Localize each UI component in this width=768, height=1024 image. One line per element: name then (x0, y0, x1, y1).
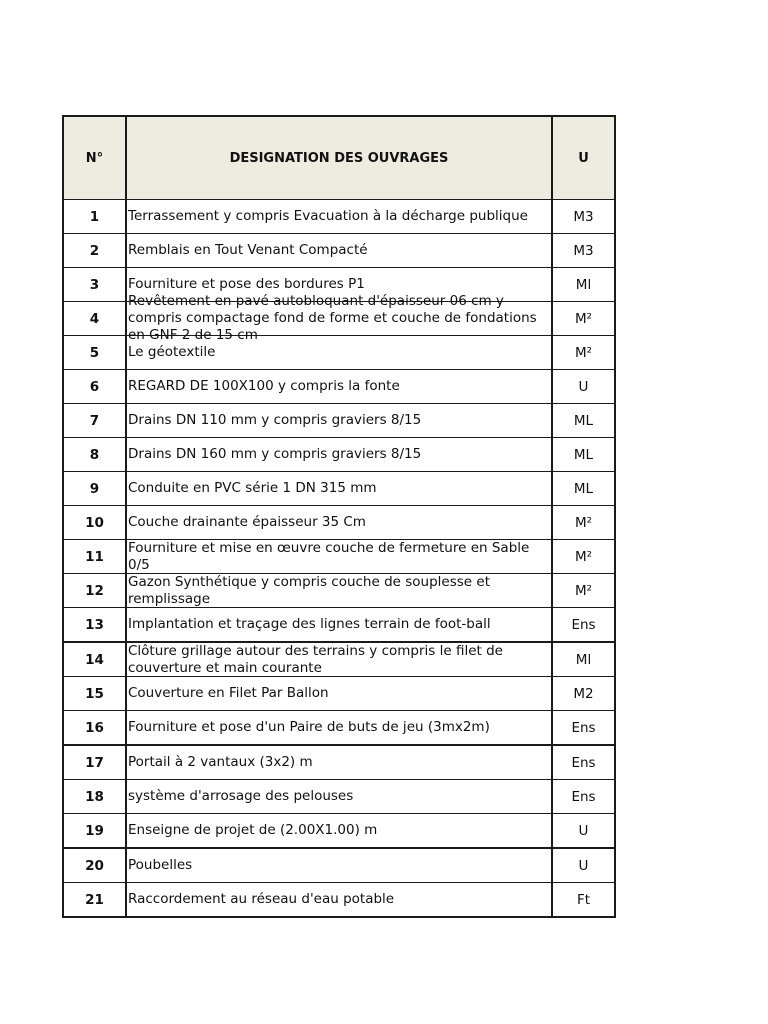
row-num: 12 (63, 574, 126, 608)
table-row (63, 642, 615, 677)
table-header (63, 116, 615, 200)
designation-text: Portail à 2 vantaux (3x2) m (128, 754, 313, 770)
row-unit: M3 (552, 234, 615, 268)
designation-text: système d'arrosage des pelouses (128, 788, 354, 804)
row-num: 7 (63, 404, 126, 438)
table-row (63, 540, 615, 574)
table-row (63, 814, 615, 849)
row-designation (126, 404, 552, 438)
table-row (63, 370, 615, 404)
designation-text: Revêtement en pavé autobloquant d'épaisseur 06 cm y compris compactage fond de forme et couche de fondations en GNF 2 de 15 cm (128, 293, 537, 343)
row-unit: Ens (552, 745, 615, 780)
header-unit: U (552, 116, 615, 200)
designation-text: Terrassement y compris Evacuation à la décharge publique (128, 208, 528, 224)
row-unit: M² (552, 540, 615, 574)
row-unit: M² (552, 302, 615, 336)
row-unit: U (552, 814, 615, 849)
row-unit: M² (552, 336, 615, 370)
table-row (63, 848, 615, 883)
row-num: 5 (63, 336, 126, 370)
table-row (63, 506, 615, 540)
row-designation (126, 883, 552, 918)
designation-text: Fourniture et pose des bordures P1 (128, 276, 365, 292)
row-num: 9 (63, 472, 126, 506)
designation-text: Fourniture et mise en œuvre couche de fermeture en Sable 0/5 (128, 539, 530, 573)
designation-text: Couche drainante épaisseur 35 Cm (128, 514, 366, 530)
row-unit: Ft (552, 883, 615, 918)
row-unit: U (552, 848, 615, 883)
designation-text: Remblais en Tout Venant Compacté (128, 242, 368, 258)
row-unit: ML (552, 472, 615, 506)
designation-text: Enseigne de projet de (2.00X1.00) m (128, 822, 378, 838)
row-num: 2 (63, 234, 126, 268)
row-num: 8 (63, 438, 126, 472)
designation-text: Poubelles (128, 857, 193, 873)
row-num: 11 (63, 540, 126, 574)
table-row (63, 438, 615, 472)
designation-text: Implantation et traçage des lignes terrain de foot-ball (128, 616, 491, 632)
row-designation (126, 540, 552, 574)
table-row (63, 234, 615, 268)
header-designation: DESIGNATION DES OUVRAGES (126, 116, 552, 200)
row-num: 17 (63, 745, 126, 780)
row-designation (126, 293, 552, 343)
row-num: 3 (63, 268, 126, 302)
header-row (63, 116, 615, 200)
row-num: 14 (63, 642, 126, 677)
row-num: 16 (63, 711, 126, 746)
table-row (63, 711, 615, 746)
row-designation (126, 642, 552, 677)
designation-text: Fourniture et pose d'un Paire de buts de jeu (3mx2m) (128, 719, 490, 735)
row-designation (126, 608, 552, 643)
header-num: N° (63, 116, 126, 200)
row-designation (126, 472, 552, 506)
row-num: 18 (63, 780, 126, 814)
row-designation (126, 574, 552, 608)
row-num: 15 (63, 677, 126, 711)
row-designation (126, 370, 552, 404)
designation-text: REGARD DE 100X100 y compris la fonte (128, 378, 400, 394)
row-unit: M3 (552, 200, 615, 234)
designation-text: Raccordement au réseau d'eau potable (128, 891, 395, 907)
table-row (63, 677, 615, 711)
table-row (63, 200, 615, 234)
table-row (63, 883, 615, 918)
row-unit: Ens (552, 608, 615, 643)
designation-text: Couverture en Filet Par Ballon (128, 685, 329, 701)
table-row (63, 608, 615, 643)
row-designation (126, 814, 552, 849)
row-designation (126, 234, 552, 268)
row-unit: M² (552, 506, 615, 540)
row-designation (126, 438, 552, 472)
table-row (63, 780, 615, 814)
row-num: 4 (63, 302, 126, 336)
table-row (63, 745, 615, 780)
designation-text: Le géotextile (128, 344, 216, 360)
row-designation (126, 745, 552, 780)
table-row (63, 574, 615, 608)
row-num: 21 (63, 883, 126, 918)
designation-text: Gazon Synthétique y compris couche de souplesse et remplissage (128, 573, 490, 607)
row-designation (126, 711, 552, 746)
designation-text: Clôture grillage autour des terrains y compris le filet de couverture et main courante (128, 642, 503, 676)
row-unit: Ml (552, 268, 615, 302)
table-body (63, 200, 615, 918)
row-unit: Ens (552, 780, 615, 814)
table-row (63, 472, 615, 506)
table-row (63, 302, 615, 336)
row-unit: ML (552, 438, 615, 472)
table-row (63, 404, 615, 438)
row-num: 1 (63, 200, 126, 234)
row-designation (126, 677, 552, 711)
row-designation (126, 780, 552, 814)
designation-text: Drains DN 160 mm y compris graviers 8/15 (128, 446, 422, 462)
designation-text: Conduite en PVC série 1 DN 315 mm (128, 480, 377, 496)
row-num: 20 (63, 848, 126, 883)
row-designation (126, 506, 552, 540)
row-unit: M² (552, 574, 615, 608)
row-unit: U (552, 370, 615, 404)
row-unit: ML (552, 404, 615, 438)
row-num: 19 (63, 814, 126, 849)
row-unit: Ml (552, 642, 615, 677)
row-designation (126, 200, 552, 234)
quantities-table (62, 115, 616, 918)
designation-text: Drains DN 110 mm y compris graviers 8/15 (128, 412, 422, 428)
row-designation (126, 848, 552, 883)
row-num: 6 (63, 370, 126, 404)
row-num: 10 (63, 506, 126, 540)
row-unit: Ens (552, 711, 615, 746)
row-num: 13 (63, 608, 126, 643)
row-unit: M2 (552, 677, 615, 711)
